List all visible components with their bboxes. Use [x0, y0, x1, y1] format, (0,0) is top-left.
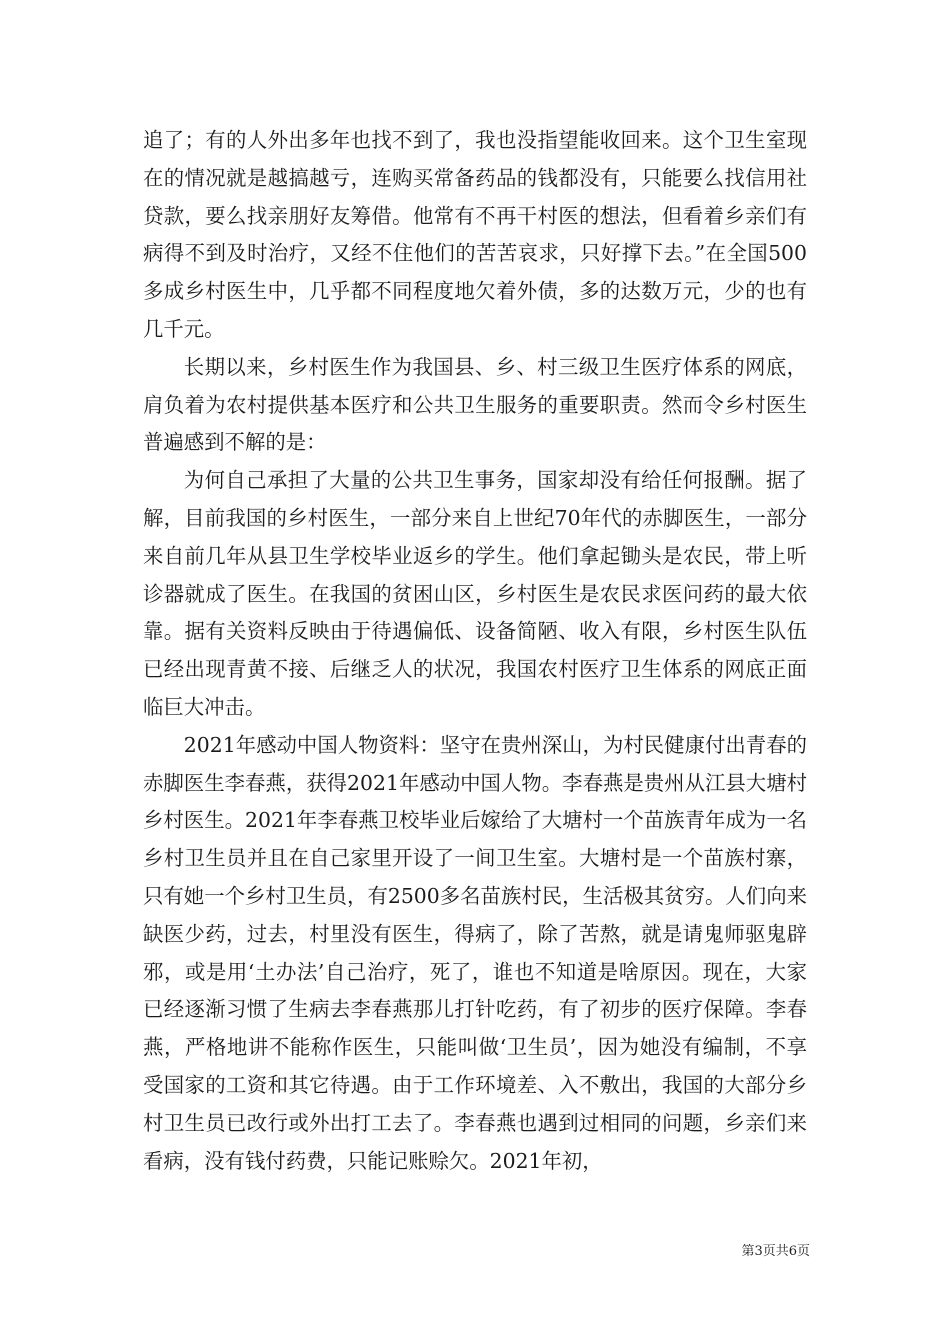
body-text: [143, 122, 807, 1180]
paragraph-continuation: 追了；有的人外出多年也找不到了，我也没指望能收回来。这个卫生室现在的情况就是越搞越亏，连购买常备药品的钱都没有，只能要么找信用社贷款，要么找亲朋好友筹借。他常有不再干村医的想法，但看着乡亲们有病得不到及时治疗，又经不住他们的苦苦哀求，只好撑下去。”在全国500多成乡村医生中，几乎都不同程度地欠着外债，多的达数万元，少的也有几千元。: [143, 128, 807, 341]
paragraph-li-chunyan: 2021年感动中国人物资料：坚守在贵州深山，为村民健康付出青春的赤脚医生李春燕，获得2021年感动中国人物。李春燕是贵州从江县大塘村乡村医生。2021年李春燕卫校毕业后嫁给了大塘村一个苗族青年成为一名乡村卫生员并且在自己家里开设了一间卫生室。大塘村是一个苗族村寨，只有她一个乡村卫生员，有2500多名苗族村民，生活极其贫穷。人们向来缺医少药，过去，村里没有医生，得病了，除了苦熬，就是请鬼师驱鬼辟邪，或是用‘土办法’自己治疗，死了，谁也不知道是啥原因。现在，大家已经逐渐习惯了生病去李春燕那儿打针吃药，有了初步的医疗保障。李春燕，严格地讲不能称作医生，只能叫做‘卫生员’，因为她没有编制，不享受国家的工资和其它待遇。由于工作环境差、入不敷出，我国的大部分乡村卫生员已改行或外出打工去了。李春燕也遇到过相同的问题，乡亲们来看病，没有钱付药费，只能记账赊欠。2021年初，: [143, 732, 807, 1173]
paragraph-public-health-duties: 为何自己承担了大量的公共卫生事务，国家却没有给任何报酬。据了解，目前我国的乡村医生，一部分来自上世纪70年代的赤脚医生，一部分来自前几年从县卫生学校毕业返乡的学生。他们拿起锄头是农民，带上听诊器就成了医生。在我国的贫困山区，乡村医生是农民求医问药的最大依靠。据有关资料反映由于待遇偏低、设备简陋、收入有限，乡村医生队伍已经出现青黄不接、后继乏人的状况，我国农村医疗卫生体系的网底正面临巨大冲击。: [143, 468, 807, 719]
paragraph-rural-doctor-role: 长期以来，乡村医生作为我国县、乡、村三级卫生医疗体系的网底，肩负着为农村提供基本医疗和公共卫生服务的重要职责。然而令乡村医生普遍感到不解的是：: [143, 354, 807, 455]
page-number: 第3页共6页: [741, 1244, 810, 1259]
